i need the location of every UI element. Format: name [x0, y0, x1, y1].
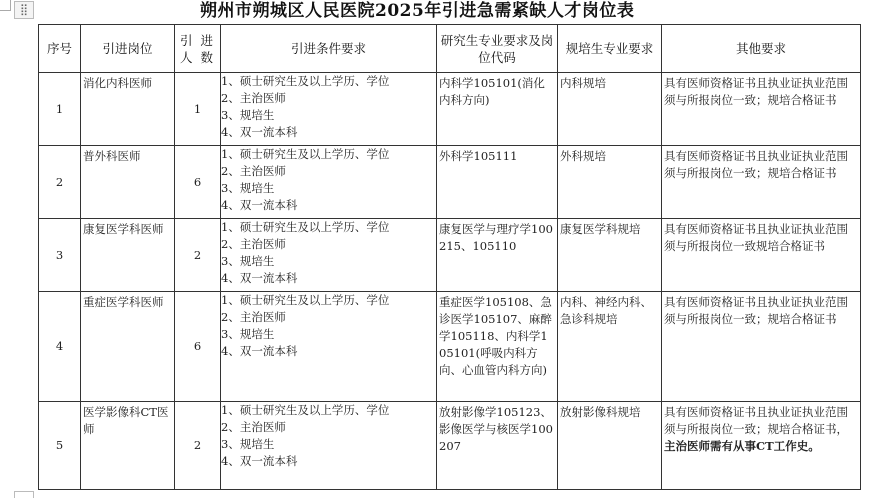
other-text: 具有医师资格证书且执业证执业范围须与所报岗位一致；规培合格证书 [664, 76, 848, 107]
cell-count[interactable]: 2 [175, 219, 221, 292]
page-title: 朔州市朔城区人民医院2025年引进急需紧缺人才岗位表 [200, 1, 635, 21]
condition-line: 4、双一流本科 [221, 198, 298, 212]
header-seq: 序号 [39, 25, 81, 73]
other-bold-text: 主治医师需有从事CT工作史。 [664, 439, 820, 453]
cell-resident[interactable] [558, 73, 662, 146]
cell-resident[interactable] [558, 402, 662, 490]
cell-other[interactable] [662, 146, 861, 219]
condition-line: 3、规培生 [221, 108, 275, 122]
condition-line: 3、规培生 [221, 437, 275, 451]
post-text: 普外科医师 [83, 149, 141, 163]
cell-post[interactable] [81, 292, 175, 402]
cell-resident[interactable] [558, 292, 662, 402]
cell-conditions[interactable] [221, 292, 437, 402]
other-text: 具有医师资格证书且执业证执业范围须与所报岗位一致；规培合格证书 [664, 295, 848, 326]
sheet-bottom-bar [0, 488, 869, 497]
resident-text: 内科规培 [560, 76, 606, 90]
condition-line: 1、硕士研究生及以上学历、学位 [221, 74, 390, 88]
header-conditions: 引进条件要求 [221, 25, 437, 73]
cell-post[interactable] [81, 73, 175, 146]
cell-conditions[interactable] [221, 73, 437, 146]
cell-other[interactable] [662, 402, 861, 490]
header-post: 引进岗位 [81, 25, 175, 73]
post-text: 医学影像科CT医师 [83, 405, 169, 436]
resident-text: 内科、神经内科、急诊科规培 [560, 295, 652, 326]
cell-resident[interactable] [558, 219, 662, 292]
cell-count[interactable]: 6 [175, 146, 221, 219]
cell-conditions[interactable] [221, 402, 437, 490]
grad-text: 放射影像学105123、影像医学与核医学100207 [439, 405, 553, 453]
cell-conditions[interactable] [221, 219, 437, 292]
table-row [39, 146, 861, 219]
condition-line: 4、双一流本科 [221, 454, 298, 468]
resident-text: 放射影像科规培 [560, 405, 641, 419]
cell-other[interactable] [662, 292, 861, 402]
cell-grad[interactable] [437, 292, 558, 402]
header-other: 其他要求 [662, 25, 861, 73]
cell-count[interactable]: 1 [175, 73, 221, 146]
cell-seq[interactable]: 5 [39, 402, 81, 490]
cell-other[interactable] [662, 73, 861, 146]
cell-count[interactable]: 2 [175, 402, 221, 490]
condition-line: 2、主治医师 [221, 310, 286, 324]
cell-post[interactable] [81, 146, 175, 219]
condition-line: 2、主治医师 [221, 420, 286, 434]
cell-seq[interactable]: 3 [39, 219, 81, 292]
resident-text: 康复医学科规培 [560, 222, 641, 236]
header-grad: 研究生专业要求及岗位代码 [437, 25, 558, 73]
table-header-row [39, 25, 861, 73]
header-count: 引 进 人 数 [175, 25, 221, 73]
cell-resident[interactable] [558, 146, 662, 219]
cell-seq[interactable]: 1 [39, 73, 81, 146]
other-text: 具有医师资格证书且执业证执业范围须与所报岗位一致；规培合格证书 [664, 149, 848, 180]
sheet-corner[interactable] [0, 0, 11, 11]
cell-grad[interactable] [437, 73, 558, 146]
resident-text: 外科规培 [560, 149, 606, 163]
condition-line: 3、规培生 [221, 327, 275, 341]
cell-post[interactable] [81, 402, 175, 490]
post-text: 消化内科医师 [83, 76, 152, 90]
condition-line: 4、双一流本科 [221, 344, 298, 358]
cell-seq[interactable]: 2 [39, 146, 81, 219]
grad-text: 内科学105101(消化内科方向) [439, 76, 545, 107]
cell-conditions[interactable] [221, 146, 437, 219]
condition-line: 1、硕士研究生及以上学历、学位 [221, 220, 390, 234]
condition-line: 1、硕士研究生及以上学历、学位 [221, 293, 390, 307]
condition-line: 3、规培生 [221, 181, 275, 195]
condition-line: 4、双一流本科 [221, 271, 298, 285]
other-text: 具有医师资格证书且执业证执业范围须与所报岗位一致规培合格证书 [664, 222, 848, 253]
cell-grad[interactable] [437, 402, 558, 490]
condition-line: 4、双一流本科 [221, 125, 298, 139]
cell-grad[interactable] [437, 219, 558, 292]
condition-line: 1、硕士研究生及以上学历、学位 [221, 403, 390, 417]
condition-line: 3、规培生 [221, 254, 275, 268]
table-row [39, 402, 861, 490]
grad-text: 重症医学105108、急诊医学105107、麻醉学105118、内科学105101(呼吸内科方向、心血管内科方向) [439, 295, 552, 377]
grad-text: 外科学105111 [439, 149, 518, 163]
cell-count[interactable]: 6 [175, 292, 221, 402]
table-row [39, 219, 861, 292]
cell-post[interactable] [81, 219, 175, 292]
cell-seq[interactable]: 4 [39, 292, 81, 402]
condition-line: 2、主治医师 [221, 164, 286, 178]
grad-text: 康复医学与理疗学100215、105110 [439, 222, 553, 253]
condition-line: 2、主治医师 [221, 91, 286, 105]
cell-grad[interactable] [437, 146, 558, 219]
cell-other[interactable] [662, 219, 861, 292]
table-row [39, 292, 861, 402]
table-row [39, 73, 861, 146]
condition-line: 1、硕士研究生及以上学历、学位 [221, 147, 390, 161]
post-text: 康复医学科医师 [83, 222, 164, 236]
sheet-grid-icon[interactable]: ⣿ [14, 1, 34, 19]
condition-line: 2、主治医师 [221, 237, 286, 251]
other-text: 具有医师资格证书且执业证执业范围须与所报岗位一致；规培合格证书， [664, 405, 848, 436]
post-text: 重症医学科医师 [83, 295, 164, 309]
header-resident: 规培生专业要求 [558, 25, 662, 73]
position-table [38, 24, 861, 490]
